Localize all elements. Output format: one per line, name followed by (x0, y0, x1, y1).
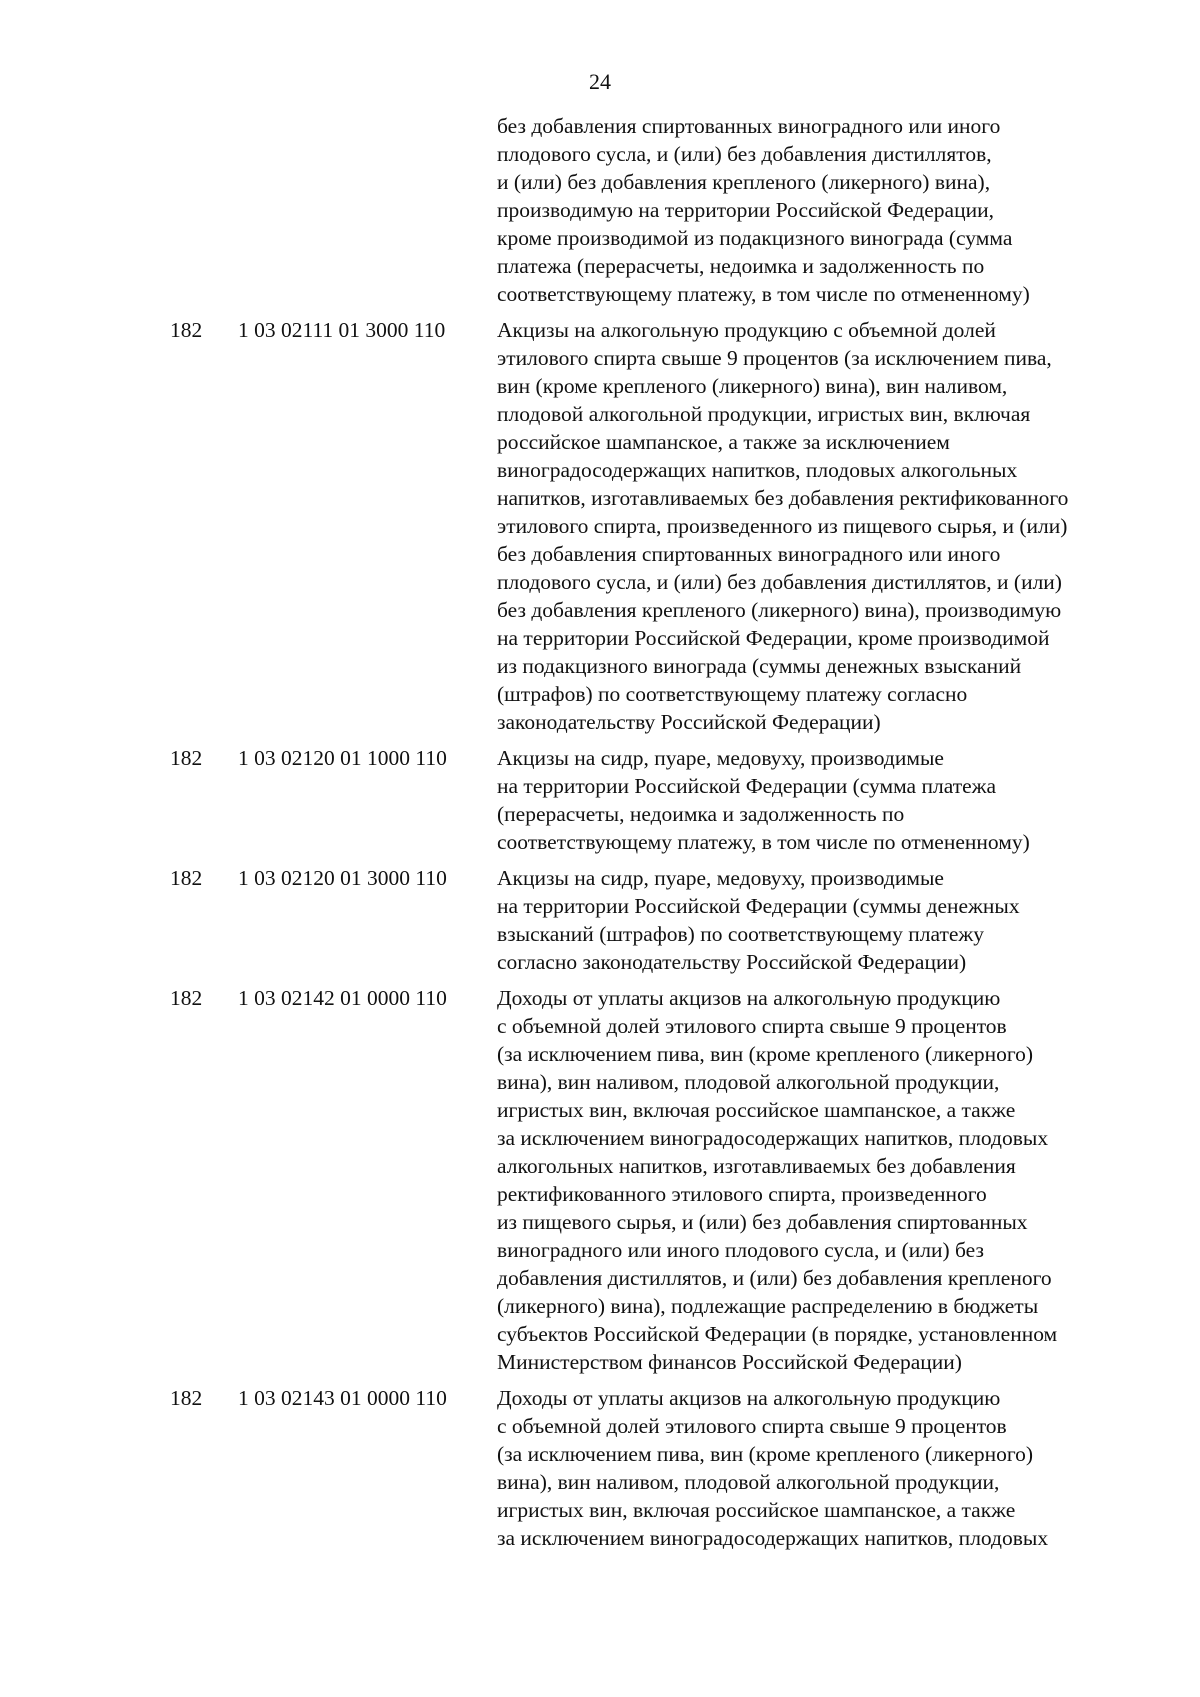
kbk-code-cell: 1 03 02143 01 0000 110 (238, 1386, 447, 1410)
description-line: без добавления спиртованных виноградного или иного (497, 114, 1001, 138)
description-line: плодового сусла, и (или) без добавления дистиллятов, (497, 142, 992, 166)
description-cell (497, 744, 1127, 856)
description-line: плодового сусла, и (или) без добавления дистиллятов, и (или) (497, 570, 1062, 594)
description-line: этилового спирта, произведенного из пищевого сырья, и (или) (497, 514, 1068, 538)
description-line: Акцизы на сидр, пуаре, медовуху, производимые (497, 866, 944, 890)
description-line: на территории Российской Федерации (суммы денежных (497, 894, 1020, 918)
description-line: виноградосодержащих напитков, плодовых алкогольных (497, 458, 1018, 482)
description-cell (497, 316, 1127, 736)
admin-code-cell: 182 (170, 746, 203, 770)
description-line: производимую на территории Российской Федерации, (497, 198, 994, 222)
table-row (0, 984, 1200, 1376)
admin-code-cell: 182 (170, 318, 203, 342)
description-cell (497, 864, 1127, 976)
description-line: за исключением виноградосодержащих напитков, плодовых (497, 1526, 1049, 1550)
table-row (0, 864, 1200, 976)
description-line: вина), вин наливом, плодовой алкогольной продукции, (497, 1070, 1000, 1094)
description-line: вин (кроме крепленого (ликерного) вина), вин наливом, (497, 374, 1008, 398)
description-line: игристых вин, включая российское шампанское, а также (497, 1498, 1016, 1522)
description-line: Доходы от уплаты акцизов на алкогольную продукцию (497, 1386, 1001, 1410)
kbk-code-cell: 1 03 02120 01 3000 110 (238, 866, 447, 890)
description-line: платежа (перерасчеты, недоимка и задолженность по (497, 254, 985, 278)
page-number: 24 (589, 69, 611, 94)
description-line: Акцизы на сидр, пуаре, медовуху, производимые (497, 746, 944, 770)
description-line: российское шампанское, а также за исключением (497, 430, 950, 454)
description-line: (штрафов) по соответствующему платежу согласно (497, 682, 968, 706)
description-line: Доходы от уплаты акцизов на алкогольную продукцию (497, 986, 1001, 1010)
description-line: этилового спирта свыше 9 процентов (за исключением пива, (497, 346, 1052, 370)
description-cell (497, 112, 1127, 308)
description-line: Акцизы на алкогольную продукцию с объемной долей (497, 318, 996, 342)
description-line: без добавления спиртованных виноградного или иного (497, 542, 1001, 566)
admin-code-cell: 182 (170, 986, 203, 1010)
description-line: за исключением виноградосодержащих напитков, плодовых (497, 1126, 1049, 1150)
description-cell (497, 1384, 1127, 1552)
admin-code-cell: 182 (170, 866, 203, 890)
description-line: Министерством финансов Российской Федерации) (497, 1350, 962, 1374)
description-line: добавления дистиллятов, и (или) без добавления крепленого (497, 1266, 1052, 1290)
description-line: и (или) без добавления крепленого (ликерного) вина), (497, 170, 991, 194)
description-line: (перерасчеты, недоимка и задолженность по (497, 802, 905, 826)
description-line: с объемной долей этилового спирта свыше 9 процентов (497, 1014, 1007, 1038)
description-line: виноградного или иного плодового сусла, и (или) без (497, 1238, 984, 1262)
description-line: вина), вин наливом, плодовой алкогольной продукции, (497, 1470, 1000, 1494)
description-line: плодовой алкогольной продукции, игристых вин, включая (497, 402, 1031, 426)
description-line: соответствующему платежу, в том числе по отмененному) (497, 282, 1030, 306)
description-line: игристых вин, включая российское шампанское, а также (497, 1098, 1016, 1122)
description-line: (ликерного) вина), подлежащие распределению в бюджеты (497, 1294, 1039, 1318)
description-line: напитков, изготавливаемых без добавления ректификованного (497, 486, 1069, 510)
description-line: (за исключением пива, вин (кроме крепленого (ликерного) (497, 1042, 1034, 1066)
description-line: согласно законодательству Российской Федерации) (497, 950, 967, 974)
table-row (0, 744, 1200, 856)
description-line: с объемной долей этилового спирта свыше 9 процентов (497, 1414, 1007, 1438)
description-line: взысканий (штрафов) по соответствующему платежу (497, 922, 984, 946)
budget-codes-table (0, 112, 1200, 1560)
kbk-code-cell: 1 03 02142 01 0000 110 (238, 986, 447, 1010)
description-line: на территории Российской Федерации (сумма платежа (497, 774, 997, 798)
description-line: без добавления крепленого (ликерного) вина), производимую (497, 598, 1062, 622)
description-line: ректификованного этилового спирта, произведенного (497, 1182, 987, 1206)
admin-code-cell: 182 (170, 1386, 203, 1410)
description-line: из пищевого сырья, и (или) без добавления спиртованных (497, 1210, 1028, 1234)
kbk-code-cell: 1 03 02111 01 3000 110 (238, 318, 446, 342)
description-cell (497, 984, 1127, 1376)
kbk-code-cell: 1 03 02120 01 1000 110 (238, 746, 447, 770)
table-row (0, 112, 1200, 308)
description-line: на территории Российской Федерации, кроме производимой (497, 626, 1050, 650)
description-line: соответствующему платежу, в том числе по отмененному) (497, 830, 1030, 854)
description-line: из подакцизного винограда (суммы денежных взысканий (497, 654, 1022, 678)
description-line: (за исключением пива, вин (кроме крепленого (ликерного) (497, 1442, 1034, 1466)
table-row (0, 1384, 1200, 1552)
table-row (0, 316, 1200, 736)
description-line: субъектов Российской Федерации (в порядке, установленном (497, 1322, 1058, 1346)
description-line: кроме производимой из подакцизного винограда (сумма (497, 226, 1013, 250)
description-line: алкогольных напитков, изготавливаемых без добавления (497, 1154, 1016, 1178)
description-line: законодательству Российской Федерации) (497, 710, 881, 734)
